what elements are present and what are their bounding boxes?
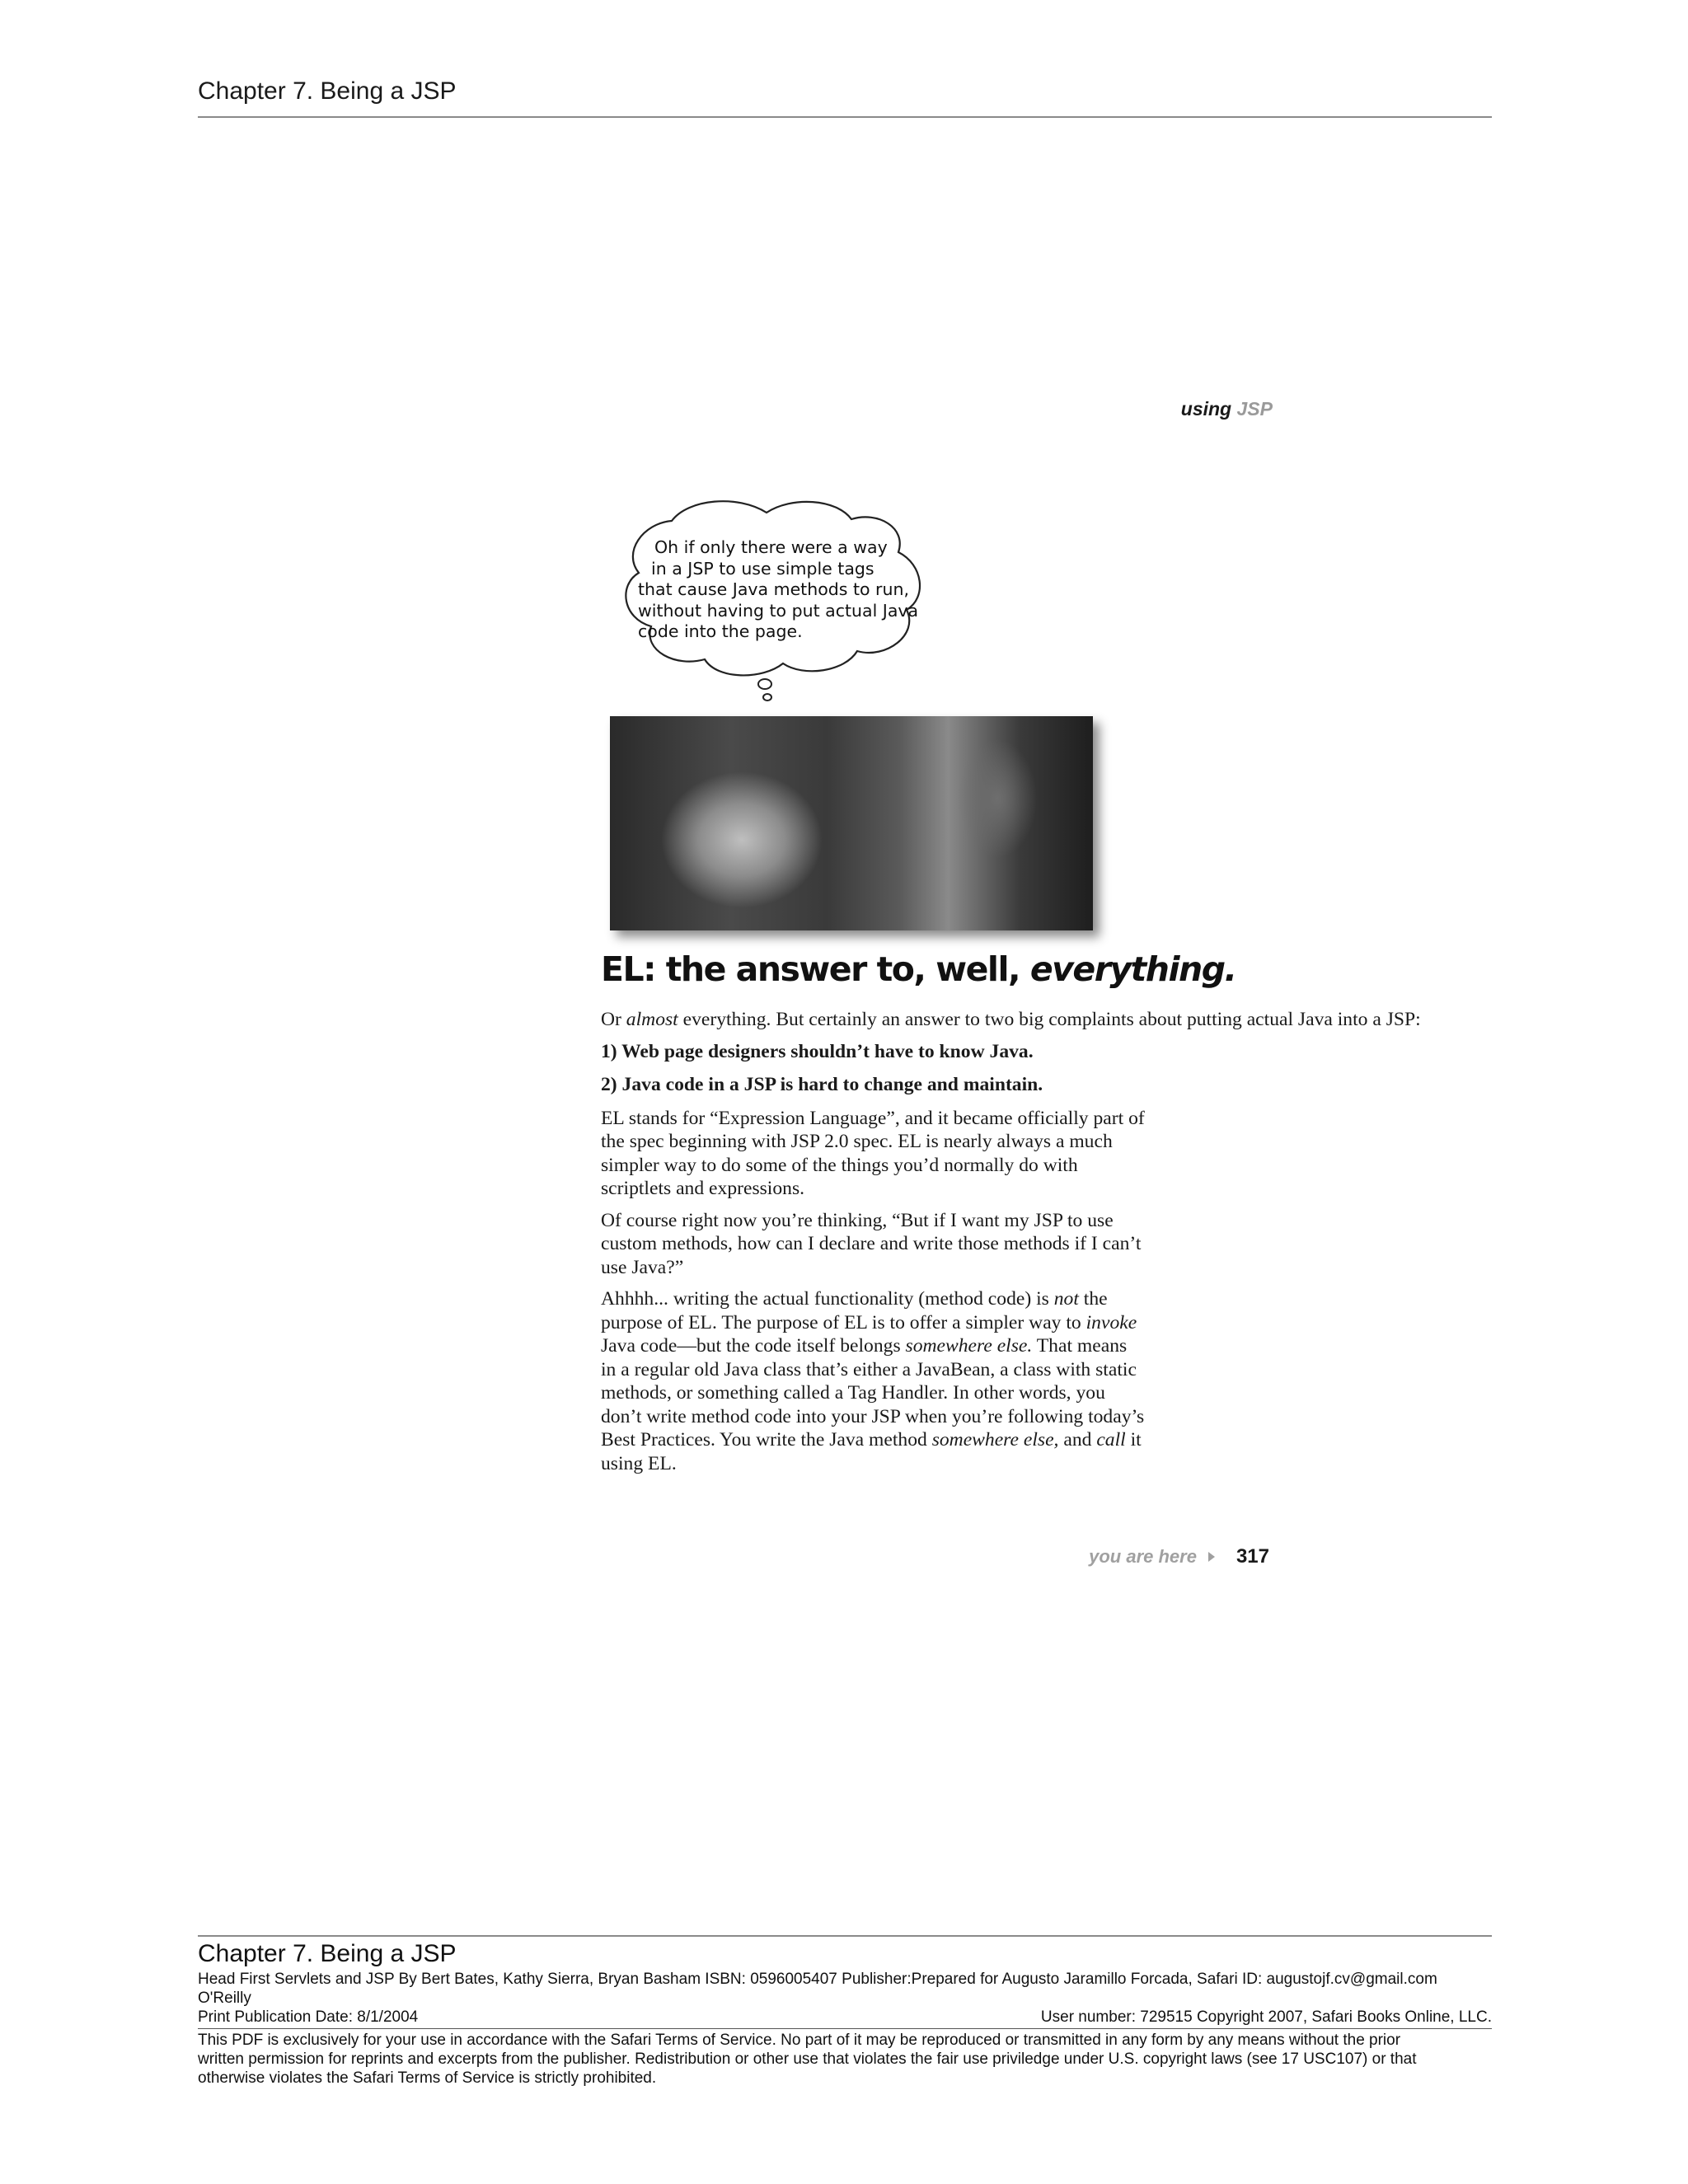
paragraph-el-definition: EL stands for “Expression Language”, and it became officially part of the spec beginning with JSP 2.0 spec. EL is nearly always a much simpler way to do some of the things you’d normally do with scriptlets and expressions. [601, 1107, 1145, 1199]
run-italic: invoke [1085, 1311, 1137, 1333]
run: everything. But certainly an answer to two big complaints about putting actual Java into a JSP: [678, 1009, 1421, 1030]
run: Ahhhh... writing the actual functionality (method code) is [601, 1288, 1054, 1310]
page-number: 317 [1236, 1545, 1269, 1568]
thought-line: code into the page. [638, 621, 803, 641]
thought-bubble-text [635, 537, 931, 643]
run: it using EL. [601, 1429, 1142, 1474]
run-italic: almost [626, 1009, 678, 1030]
run-italic: call [1096, 1429, 1126, 1451]
thought-line: in a JSP to use simple tags [651, 558, 874, 579]
headline-main: EL: the answer to, well, [601, 949, 1030, 989]
paragraph-intro [601, 1008, 1421, 1032]
body-text [601, 1008, 1421, 1483]
movie-still-photo [610, 716, 1093, 930]
footer-legal-notice [198, 2031, 1492, 2088]
point-1: 1) Web page designers shouldn’t have to know Java. [601, 1040, 1034, 1062]
legal-line: otherwise violates the Safari Terms of Service is strictly prohibited. [198, 2069, 657, 2087]
footer-publisher: O'Reilly [198, 1990, 251, 2007]
line [601, 1008, 1421, 1032]
run-italic: somewhere else. [905, 1335, 1033, 1357]
footer-date-row [198, 2008, 1492, 2027]
header-rule [198, 116, 1492, 118]
paragraph-explanation [601, 1287, 1145, 1475]
legal-line: written permission for reprints and excerpts from the publisher. Redistribution or other use that violates the fair use priviledge under U.S. copyright laws (see 17 USC107) or that [198, 2050, 1417, 2068]
thought-line: that cause Java methods to run, [638, 579, 909, 599]
running-head-using: using [1180, 398, 1232, 419]
you-are-here-label: you are here [1089, 1546, 1197, 1567]
footer-rule [198, 1935, 1492, 1937]
footer-pub-date: Print Publication Date: 8/1/2004 [198, 2008, 419, 2026]
footer-book-info: Head First Servlets and JSP By Bert Bates, Kathy Sierra, Bryan Basham ISBN: 0596005407 Publisher:Prepared for Augusto Jaramillo Forcada, Safari ID: augustojf.cv@gmail.com [198, 1971, 1437, 1988]
run: and [1058, 1429, 1097, 1451]
run-italic: not [1053, 1288, 1079, 1310]
point-2: 2) Java code in a JSP is hard to change and maintain. [601, 1074, 1043, 1095]
section-headline [601, 949, 1236, 989]
footer-chapter-title: Chapter 7. Being a JSP [198, 1940, 457, 1967]
running-head-jsp: JSP [1236, 398, 1273, 419]
run: the purpose of EL. The purpose of EL is to offer a simpler way to [601, 1288, 1108, 1333]
arrow-right-icon [1208, 1552, 1215, 1562]
thought-line: Oh if only there were a way [654, 537, 888, 557]
run: That means in a regular old Java class that’s either a JavaBean, a class with static methods, or something called a Tag Handler. In other words, you don’t write method code into your JSP when you’re following today’s Best Practices. You write the Java method [601, 1335, 1145, 1451]
footer-user-number: User number: 729515 Copyright 2007, Safari Books Online, LLC. [1040, 2008, 1492, 2026]
paragraph-question: Of course right now you’re thinking, “But if I want my JSP to use custom methods, how can I declare and write those methods if I can’t use Java?” [601, 1209, 1142, 1278]
run: Or [601, 1009, 626, 1030]
page-folio [989, 1545, 1269, 1568]
thought-line: without having to put actual Java [638, 600, 919, 621]
run: Java code—but the code itself belongs [601, 1335, 906, 1357]
chapter-header: Chapter 7. Being a JSP [198, 77, 457, 105]
running-head [1137, 398, 1273, 420]
footer-rule-thin [198, 2028, 1492, 2029]
legal-line: This PDF is exclusively for your use in accordance with the Safari Terms of Service. No part of it may be reproduced or transmitted in any form by any means without the prior [198, 2032, 1401, 2049]
headline-emphasis: everything. [1029, 949, 1236, 989]
run-italic: somewhere else, [931, 1429, 1059, 1451]
